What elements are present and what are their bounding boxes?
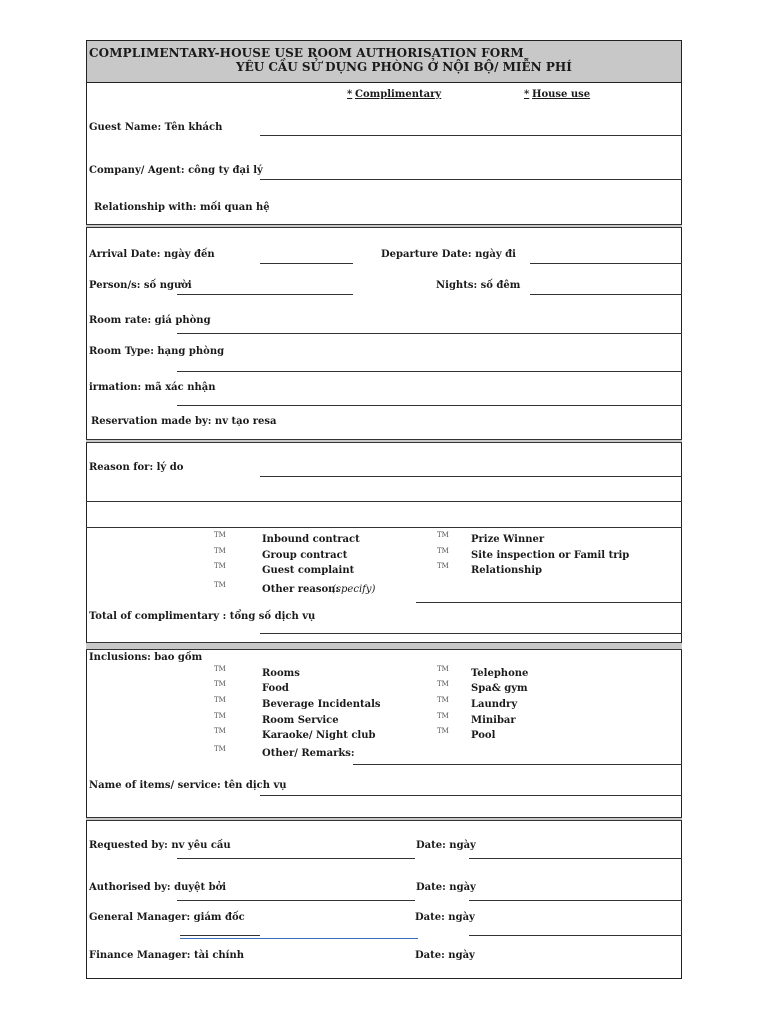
requested-by-label: Requested by: nv yêu cầu [89, 840, 231, 851]
relationship-label: Relationship with: mối quan hệ [94, 202, 270, 213]
reason-label: Reason for: lý do [89, 462, 184, 473]
reason-option: Site inspection or Famil trip [471, 550, 630, 561]
nights-field[interactable] [530, 294, 682, 295]
arrival-date-field[interactable] [260, 263, 353, 264]
room-rate-label: Room rate: giá phòng [89, 315, 211, 326]
reason-line [86, 501, 682, 502]
general-manager-label: General Manager: giám đốc [89, 912, 245, 923]
form-frame [86, 40, 682, 979]
form-title-vi: YÊU CẦU SỬ DỤNG PHÒNG Ở NỘI BỘ/ MIỄN PHÍ [236, 60, 572, 74]
inclusion-option: Laundry [471, 699, 518, 710]
reason-option: Guest complaint [262, 565, 355, 576]
section-divider [86, 439, 682, 443]
inclusion-option: Telephone [471, 668, 529, 679]
other-remarks-field[interactable] [353, 764, 682, 765]
complimentary-option[interactable]: Complimentary [355, 89, 442, 100]
finance-manager-label: Finance Manager: tài chính [89, 950, 245, 961]
total-complimentary-label: Total of complimentary : tổng số dịch vụ [89, 611, 316, 622]
inclusion-option: Karaoke/ Night club [262, 730, 376, 741]
checkbox-icon[interactable]: TM [437, 562, 449, 570]
inclusion-option: Room Service [262, 715, 339, 726]
inclusion-option: Pool [471, 730, 496, 741]
confirmation-field[interactable] [177, 405, 682, 406]
complimentary-star: * [347, 89, 353, 100]
finance-date-label: Date: ngày [415, 950, 475, 961]
company-label: Company/ Agent: công ty đại lý [89, 165, 263, 176]
checkbox-icon[interactable]: TM [214, 745, 226, 753]
checkbox-icon[interactable]: TM [214, 547, 226, 555]
other-remarks-label: Other/ Remarks: [262, 748, 355, 759]
reason-line [86, 527, 682, 528]
general-manager-underline [180, 938, 418, 939]
requested-by-field[interactable] [177, 858, 415, 859]
confirmation-label: irmation: mã xác nhận [89, 382, 216, 393]
reason-field[interactable] [260, 476, 682, 477]
items-service-field[interactable] [260, 795, 682, 796]
checkbox-icon[interactable]: TM [214, 581, 226, 589]
authorised-date-label: Date: ngày [416, 882, 476, 893]
inclusion-option: Minibar [471, 715, 516, 726]
section-divider [86, 224, 682, 228]
other-reason-specify: (specify) [332, 584, 376, 595]
authorised-by-label: Authorised by: duyệt bởi [89, 882, 227, 893]
requested-date-field[interactable] [469, 858, 682, 859]
inclusion-option: Rooms [262, 668, 300, 679]
departure-date-field[interactable] [530, 263, 682, 264]
inclusions-label: Inclusions: bao gồm [89, 652, 203, 663]
checkbox-icon[interactable]: TM [437, 696, 449, 704]
arrival-date-label: Arrival Date: ngày đến [89, 249, 215, 260]
checkbox-icon[interactable]: TM [437, 531, 449, 539]
company-field[interactable] [260, 179, 682, 180]
room-type-label: Room Type: hạng phòng [89, 346, 225, 357]
checkbox-icon[interactable]: TM [437, 547, 449, 555]
house-use-star: * [524, 89, 530, 100]
room-rate-field[interactable] [177, 333, 682, 334]
authorised-by-field[interactable] [177, 900, 415, 901]
gm-date-field[interactable] [469, 935, 682, 936]
checkbox-icon[interactable]: TM [437, 727, 449, 735]
guest-name-field[interactable] [260, 135, 682, 136]
checkbox-icon[interactable]: TM [214, 531, 226, 539]
reason-option: Prize Winner [471, 534, 545, 545]
checkbox-icon[interactable]: TM [214, 680, 226, 688]
inclusion-option: Spa& gym [471, 683, 528, 694]
reason-option: Relationship [471, 565, 543, 576]
checkbox-icon[interactable]: TM [437, 712, 449, 720]
total-complimentary-field[interactable] [260, 633, 682, 634]
persons-label: Person/s: số người [89, 280, 192, 291]
checkbox-icon[interactable]: TM [214, 696, 226, 704]
reservation-by-label: Reservation made by: nv tạo resa [91, 416, 277, 427]
departure-date-label: Departure Date: ngày đi [381, 249, 516, 260]
checkbox-icon[interactable]: TM [214, 712, 226, 720]
inclusion-option: Food [262, 683, 289, 694]
checkbox-icon[interactable]: TM [437, 680, 449, 688]
checkbox-icon[interactable]: TM [437, 665, 449, 673]
checkbox-icon[interactable]: TM [214, 727, 226, 735]
other-reason-label: Other reason: [262, 584, 340, 595]
checkbox-icon[interactable]: TM [214, 665, 226, 673]
section-divider [86, 817, 682, 821]
reason-option: Group contract [262, 550, 348, 561]
house-use-option[interactable]: House use [532, 89, 591, 100]
items-service-label: Name of items/ service: tên dịch vụ [89, 780, 287, 791]
reason-option: Inbound contract [262, 534, 360, 545]
checkbox-icon[interactable]: TM [214, 562, 226, 570]
requested-date-label: Date: ngày [416, 840, 476, 851]
section-divider [86, 642, 682, 650]
inclusion-option: Beverage Incidentals [262, 699, 381, 710]
persons-field[interactable] [177, 294, 353, 295]
authorised-date-field[interactable] [469, 900, 682, 901]
nights-label: Nights: số đêm [436, 280, 521, 291]
guest-name-label: Guest Name: Tên khách [89, 122, 223, 133]
room-type-field[interactable] [177, 371, 682, 372]
gm-date-label: Date: ngày [415, 912, 475, 923]
form-title-en: COMPLIMENTARY-HOUSE USE ROOM AUTHORISATION FORM [89, 46, 524, 60]
other-reason-field[interactable] [416, 602, 682, 603]
general-manager-field[interactable] [180, 935, 260, 936]
